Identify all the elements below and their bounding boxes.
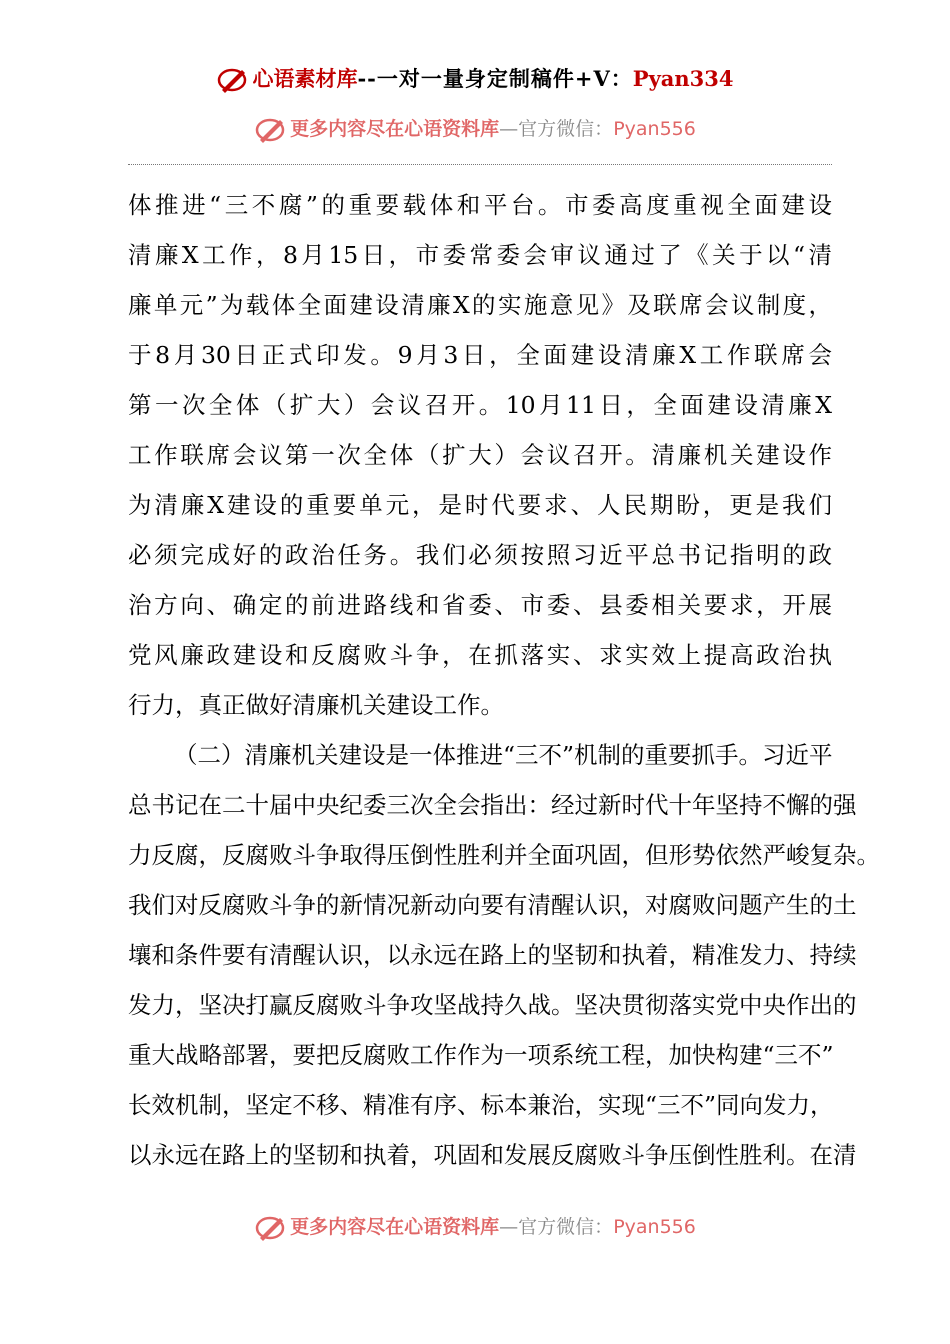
body-line: 以永远在路上的坚韧和执着，巩固和发展反腐败斗争压倒性胜利。在清 bbox=[128, 1141, 857, 1169]
body-line: 总书记在二十届中央纪委三次全会指出：经过新时代十年坚持不懈的强 bbox=[128, 791, 857, 819]
footer-watermark bbox=[0, 1212, 950, 1242]
pen-logo-icon bbox=[216, 64, 250, 94]
section-heading-line: （二）清廉机关建设是一体推进“三不”机制的重要抓手。习近平 bbox=[174, 741, 833, 769]
header-divider bbox=[128, 164, 832, 165]
body-line: 发力，坚决打赢反腐败斗争攻坚战持久战。坚决贯彻落实党中央作出的 bbox=[128, 991, 857, 1019]
body-line: 第一次全体（扩大）会议召开。10月11日，全面建设清廉X bbox=[128, 391, 832, 419]
subheader-label: —官方微信： bbox=[499, 118, 614, 140]
header-wechat-id: Pyan334 bbox=[632, 66, 734, 91]
pen-logo-icon bbox=[254, 114, 288, 144]
subheader-watermark bbox=[0, 114, 950, 144]
footer-wechat-id: Pyan556 bbox=[613, 1216, 696, 1238]
body-line: 工作联席会议第一次全体（扩大）会议召开。清廉机关建设作 bbox=[128, 441, 832, 469]
body-line: 体推进“三不腐”的重要载体和平台。市委高度重视全面建设 bbox=[128, 191, 832, 219]
body-line: 重大战略部署，要把反腐败工作作为一项系统工程，加快构建“三不” bbox=[128, 1041, 834, 1069]
body-line: 长效机制，坚定不移、精准有序、标本兼治，实现“三不”同向发力， bbox=[128, 1091, 834, 1119]
header-slogan: --一对一量身定制稿件+V： bbox=[357, 66, 633, 91]
body-line: 我们对反腐败斗争的新情况新动向要有清醒认识，对腐败问题产生的土 bbox=[128, 891, 857, 919]
body-line: 党风廉政建设和反腐败斗争，在抓落实、求实效上提高政治执 bbox=[128, 641, 832, 669]
body-line: 力反腐，反腐败斗争取得压倒性胜利并全面巩固，但形势依然严峻复杂。 bbox=[128, 841, 880, 869]
subheader-wechat-id: Pyan556 bbox=[613, 118, 696, 140]
document-body bbox=[128, 180, 880, 1180]
footer-text: 更多内容尽在心语资料库 bbox=[290, 1216, 500, 1238]
body-line: 行力，真正做好清廉机关建设工作。 bbox=[128, 691, 504, 719]
footer-label: —官方微信： bbox=[499, 1216, 614, 1238]
body-line: 为清廉X建设的重要单元，是时代要求、人民期盼，更是我们 bbox=[128, 491, 832, 519]
body-line: 清廉X工作，8月15日，市委常委会审议通过了《关于以“清 bbox=[128, 241, 832, 269]
header-watermark bbox=[0, 64, 950, 94]
body-line: 必须完成好的政治任务。我们必须按照习近平总书记指明的政 bbox=[128, 541, 832, 569]
header-brand: 心语素材库 bbox=[252, 66, 358, 91]
body-line: 廉单元”为载体全面建设清廉X的实施意见》及联席会议制度， bbox=[128, 291, 832, 319]
subheader-text: 更多内容尽在心语资料库 bbox=[290, 118, 500, 140]
body-line: 治方向、确定的前进路线和省委、市委、县委相关要求，开展 bbox=[128, 591, 832, 619]
pen-logo-icon bbox=[254, 1212, 288, 1242]
body-line: 壤和条件要有清醒认识，以永远在路上的坚韧和执着，精准发力、持续 bbox=[128, 941, 857, 969]
body-line: 于8月30日正式印发。9月3日，全面建设清廉X工作联席会 bbox=[128, 341, 832, 369]
